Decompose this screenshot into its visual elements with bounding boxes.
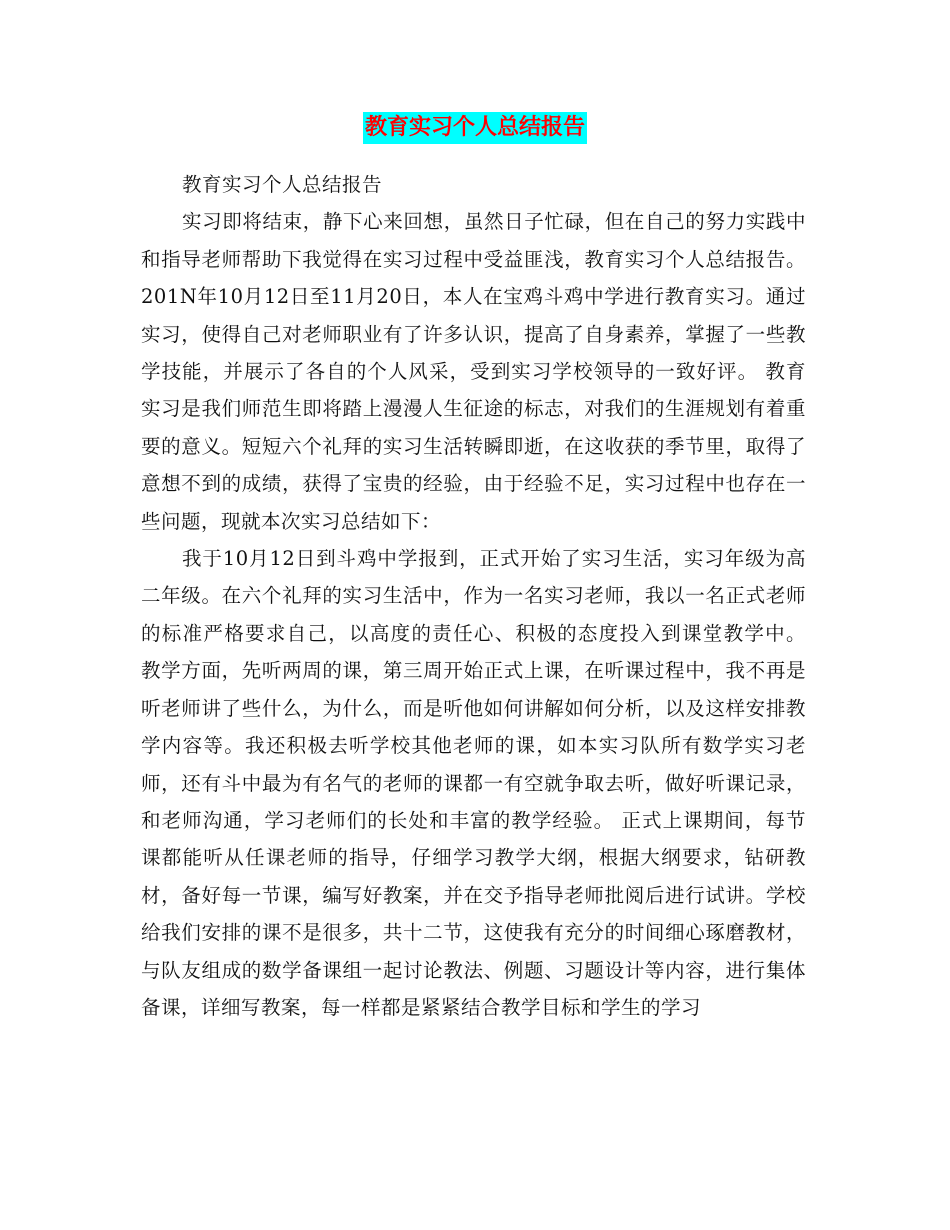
- title-container: [0, 112, 950, 144]
- document-body: [141, 166, 806, 1026]
- document-title: 教育实习个人总结报告: [363, 112, 587, 144]
- body-paragraph: 我于10月12日到斗鸡中学报到，正式开始了实习生活，实习年级为高二年级。在六个礼拜的实习生活中，作为一名实习老师，我以一名正式老师的标准严格要求自己，以高度的责任心、积极的态度投入到课堂教学中。 教学方面，先听两周的课，第三周开始正式上课，在听课过程中，我不再是听老师讲了些什么，为什么，而是听他如何讲解如何分析，以及这样安排教学内容等。我还积极去听学校其他老师的课，如本实习队所有数学实习老师，还有斗中最为有名气的老师的课都一有空就争取去听，做好听课记录，和老师沟通，学习老师们的长处和丰富的教学经验。 正式上课期间，每节课都能听从任课老师的指导，仔细学习教学大纲，根据大纲要求，钻研教材，备好每一节课，编写好教案，并在交予指导老师批阅后进行试讲。学校给我们安排的课不是很多，共十二节，这使我有充分的时间细心琢磨教材，与队友组成的数学备课组一起讨论教法、例题、习题设计等内容，进行集体备课，详细写教案，每一样都是紧紧结合教学目标和学生的学习: [141, 547, 806, 1019]
- body-paragraph: 实习即将结束，静下心来回想，虽然日子忙碌，但在自己的努力实践中和指导老师帮助下我觉得在实习过程中受益匪浅，教育实习个人总结报告。 201N年10月12日至11月20日，本人在宝鸡斗鸡中学进行教育实习。通过实习，使得自己对老师职业有了许多认识，提高了自身素养，掌握了一些教学技能，并展示了各自的个人风采，受到实习学校领导的一致好评。 教育实习是我们师范生即将踏上漫漫人生征途的标志，对我们的生涯规划有着重要的意义。短短六个礼拜的实习生活转瞬即逝，在这收获的季节里，取得了意想不到的成绩，获得了宝贵的经验，由于经验不足，实习过程中也存在一些问题，现就本次实习总结如下：: [141, 210, 806, 533]
- subtitle-paragraph: 教育实习个人总结报告: [181, 173, 382, 196]
